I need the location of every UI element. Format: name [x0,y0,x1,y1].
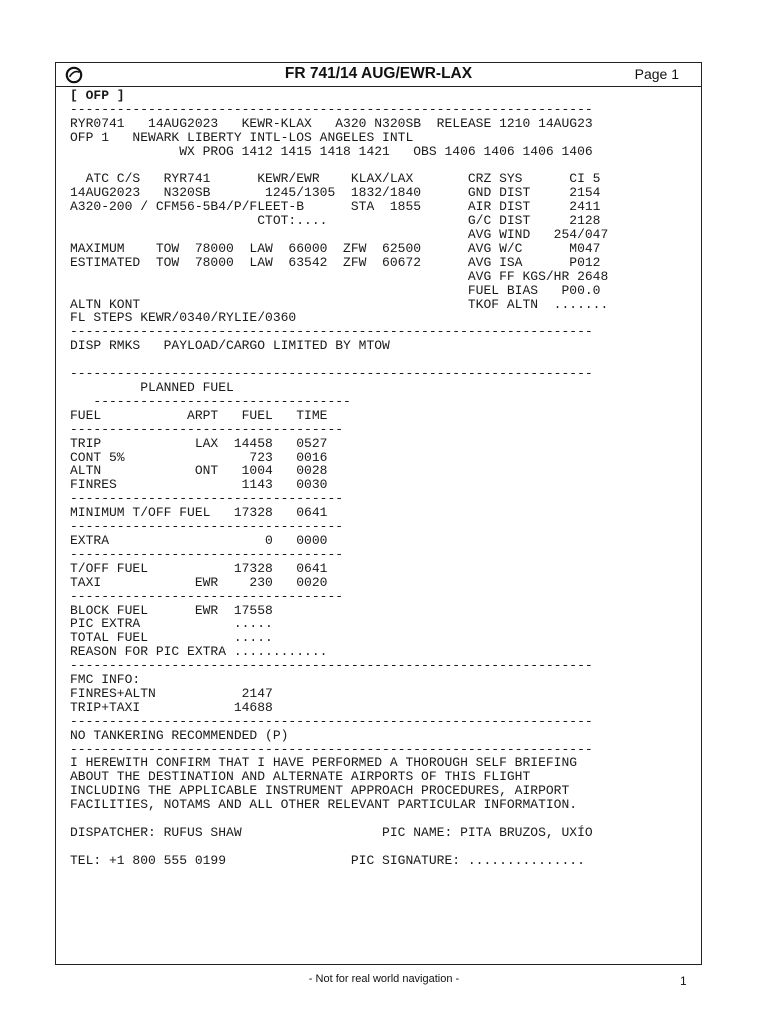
separator-line: ----------------------------------- [70,519,344,535]
dispatch-remarks-line: DISP RMKS PAYLOAD/CARGO LIMITED BY MTOW [70,338,390,354]
flight-summary-line: RYR0741 14AUG2023 KEWR-KLAX A320 N320SB RELEASE 1210 14AUG23 [70,115,593,131]
ctot-line: CTOT:.... G/C DIST 2128 [70,213,601,229]
briefing-statement-line: ABOUT THE DESTINATION AND ALTERNATE AIRPORTS OF THIS FLIGHT [70,769,531,785]
dispatcher-pic-name-line: DISPATCHER: RUFUS SHAW PIC NAME: PITA BRUZOS, UXÍO [70,824,593,840]
flight-title: FR 741/14 AUG/EWR-LAX [284,65,473,82]
fmc-finres-altn: FINRES+ALTN 2147 [70,685,273,701]
fuel-row-pic-extra: PIC EXTRA ..... [70,616,273,632]
fl-steps-line: FL STEPS KEWR/0340/RYLIE/0360 [70,310,297,326]
tel-signature-line: TEL: +1 800 555 0199 PIC SIGNATURE: ............... [70,852,585,868]
fuel-row-trip: TRIP LAX 14458 0527 [70,435,328,451]
fuel-table-header: FUEL ARPT FUEL TIME [70,407,328,423]
fuel-row-finres: FINRES 1143 0030 [70,477,328,493]
briefing-statement-line: FACILITIES, NOTAMS AND ALL OTHER RELEVANT PARTICULAR INFORMATION. [70,797,578,813]
separator-line: ------------------------------------------------------------------- [70,101,593,117]
document-header [56,63,701,87]
separator-line: --------------------------------- [70,393,351,409]
tankering-line: NO TANKERING RECOMMENDED (P) [70,727,289,743]
fuel-row-taxi: TAXI EWR 230 0020 [70,574,328,590]
fmc-trip-taxi: TRIP+TAXI 14688 [70,699,273,715]
ofp-body [70,89,608,868]
blank-line [70,353,608,367]
fmc-info-heading: FMC INFO: [70,672,141,688]
alternate-line: ALTN KONT TKOF ALTN ....... [70,296,609,312]
maximum-weights-line: MAXIMUM TOW 78000 LAW 66000 ZFW 62500 AVG W/C M047 [70,240,601,256]
fuel-row-reason: REASON FOR PIC EXTRA ............ [70,644,328,660]
fuel-row-altn: ALTN ONT 1004 0028 [70,463,328,479]
fuel-row-extra: EXTRA 0 0000 [70,532,328,548]
date-registration-line: 14AUG2023 N320SB 1245/1305 1832/1840 GND DIST 2154 [70,185,601,201]
separator-line: ----------------------------------- [70,546,344,562]
aircraft-type-line: A320-200 / CFM56-5B4/P/FLEET-B STA 1855 AIR DIST 2411 [70,199,601,215]
briefing-statement-line: INCLUDING THE APPLICABLE INSTRUMENT APPROACH PROCEDURES, AIRPORT [70,783,570,799]
blank-line [70,840,608,854]
separator-line: ------------------------------------------------------------------- [70,366,593,382]
ofp-document-frame [55,62,702,965]
atc-callsign-line: ATC C/S RYR741 KEWR/EWR KLAX/LAX CRZ SYS CI 5 [70,171,601,187]
blank-line [70,812,608,826]
fuel-row-total: TOTAL FUEL ..... [70,630,273,646]
separator-line: ------------------------------------------------------------------- [70,741,593,757]
fuel-row-toff: T/OFF FUEL 17328 0641 [70,560,328,576]
avg-wind-line: AVG WIND 254/047 [70,227,609,243]
fuel-row-block: BLOCK FUEL EWR 17558 [70,602,273,618]
separator-line: ------------------------------------------------------------------- [70,324,593,340]
estimated-weights-line: ESTIMATED TOW 78000 LAW 63542 ZFW 60672 AVG ISA P012 [70,254,601,270]
page-number: 1 [680,974,687,988]
separator-line: ----------------------------------- [70,421,344,437]
route-line: OFP 1 NEWARK LIBERTY INTL-LOS ANGELES INTL [70,129,414,145]
separator-line: ------------------------------------------------------------------- [70,713,593,729]
ofp-tag: [ OFP ] [70,88,125,103]
avg-fuel-flow-line: AVG FF KGS/HR 2648 [70,268,609,284]
fuel-bias-line: FUEL BIAS P00.0 [70,282,601,298]
separator-line: ----------------------------------- [70,491,344,507]
page-label: Page 1 [634,66,679,82]
weather-line: WX PROG 1412 1415 1418 1421 OBS 1406 1406 1406 1406 [70,143,593,159]
fuel-row-minimum-toff: MINIMUM T/OFF FUEL 17328 0641 [70,505,328,521]
separator-line: ------------------------------------------------------------------- [70,658,593,674]
separator-line: ----------------------------------- [70,588,344,604]
blank-line [70,159,608,173]
footer-note: - Not for real world navigation - [308,973,460,985]
briefing-statement-line: I HEREWITH CONFIRM THAT I HAVE PERFORMED A THOROUGH SELF BRIEFING [70,755,578,771]
planned-fuel-heading: PLANNED FUEL [70,380,234,395]
fuel-row-cont: CONT 5% 723 0016 [70,449,328,465]
